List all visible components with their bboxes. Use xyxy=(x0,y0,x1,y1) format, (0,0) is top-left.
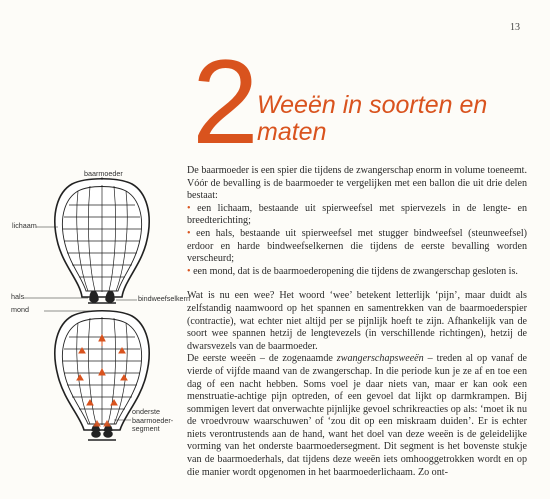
chapter-title-line-2: maten xyxy=(257,118,327,146)
label-hals: hals xyxy=(11,292,25,301)
uterus-top-figure xyxy=(55,179,149,303)
chapter-title xyxy=(257,92,517,146)
chapter-title-line-1: Weeën in soorten en xyxy=(257,91,488,119)
bullet-item: • een hals, bestaande uit spierweefsel met stugger bindweefsel (steunweefsel) erdoor en harde bindweefselkernen die tijdens de eerste bevalling worden verscheurd; xyxy=(187,227,527,265)
label-onderste-baarmoedersegment xyxy=(132,408,173,434)
label-segment-line-2: baarmoeder- xyxy=(132,415,174,425)
page-number: 13 xyxy=(510,22,520,33)
label-segment-line-3: segment xyxy=(132,424,160,433)
label-baarmoeder: baarmoeder xyxy=(84,169,123,178)
label-lichaam: lichaam xyxy=(12,221,37,230)
bullet-text-hals: een hals, bestaande uit spierweefsel met stugger bindweefsel (steunweefsel) erdoor en harde bindweefselkernen die tijdens de eerste bevalling worden verscheurd; xyxy=(187,227,527,265)
term-zwangerschapsweeen: zwangerschapsweeën xyxy=(336,353,424,365)
bullet-text-mond: een mond, dat is de baarmoederopening die tijdens de zwangerschap gesloten is. xyxy=(193,265,518,277)
paragraph-intro: De baarmoeder is een spier die tijdens de zwangerschap enorm in volume toeneemt. Vóór de bevalling is de baarmoeder te vergelijken met een ballon die uit drie delen bestaat: xyxy=(187,165,527,202)
body-text xyxy=(187,165,527,479)
label-bindweefselkern: bindweefselkern xyxy=(138,294,190,303)
label-segment-line-1: onderste xyxy=(132,407,160,416)
bullet-item: • een lichaam, bestaande uit spierweefsel met spiervezels in de lengte- en breedterichting; xyxy=(187,202,527,227)
chapter-number: 2 xyxy=(192,35,259,169)
paragraph-wee: Wat is nu een wee? Het woord ‘wee’ betekent letterlijk ‘pijn’, maar duidt als zelfstandig naamwoord op het spannen en samentrekken van de baarmoederspier (contractie), wat echter niet altijd per se pijnlijk hoeft te zijn. Afhankelijk van de soort wee spannen hetzij de lengtevezels (in verschillende richtingen), hetzij de dwarsvezels van de baarmoeder. xyxy=(187,290,527,352)
paragraph-zwangerschapsweeen xyxy=(187,353,527,479)
para-3-post: – treden al op vanaf de vierde of vijfde maand van de zwangerschap. In die periode kun je ze af en toe een dag of een nacht hebben. Soms voel je daar niets van, maar er kan ook een menstruatie-achtige pijn optreden, of een gevoel dat lijkt op darmkrampen. Bij sommigen levert dat onverwachte pijnlijke gevoel schrikreacties op als: ‘moet ik nu de vroedvrouw waarschuwen’ of ‘zou dit op een miskraam duiden’. Er is echter niets verontrustends aan de hand, want het doel van deze weeën is de geleidelijke vorming van het onderste baarmoedersegment. Dit segment is het bovenste stukje van de baarmoederhals, dat tijdens deze weeën iets omhooggetrokken wordt en op die manier wordt opgenomen in het baarmoederlichaam. Zo ont- xyxy=(187,353,527,478)
para-3-pre: De eerste weeën – de zogenaamde xyxy=(187,353,337,365)
label-mond: mond xyxy=(11,305,29,314)
uterus-illustration xyxy=(0,0,185,470)
bullet-text-lichaam: een lichaam, bestaande uit spierweefsel met spiervezels in de lengte- en breedterichting; xyxy=(187,202,527,227)
bullet-item: • een mond, dat is de baarmoederopening die tijdens de zwangerschap gesloten is. xyxy=(187,265,518,277)
